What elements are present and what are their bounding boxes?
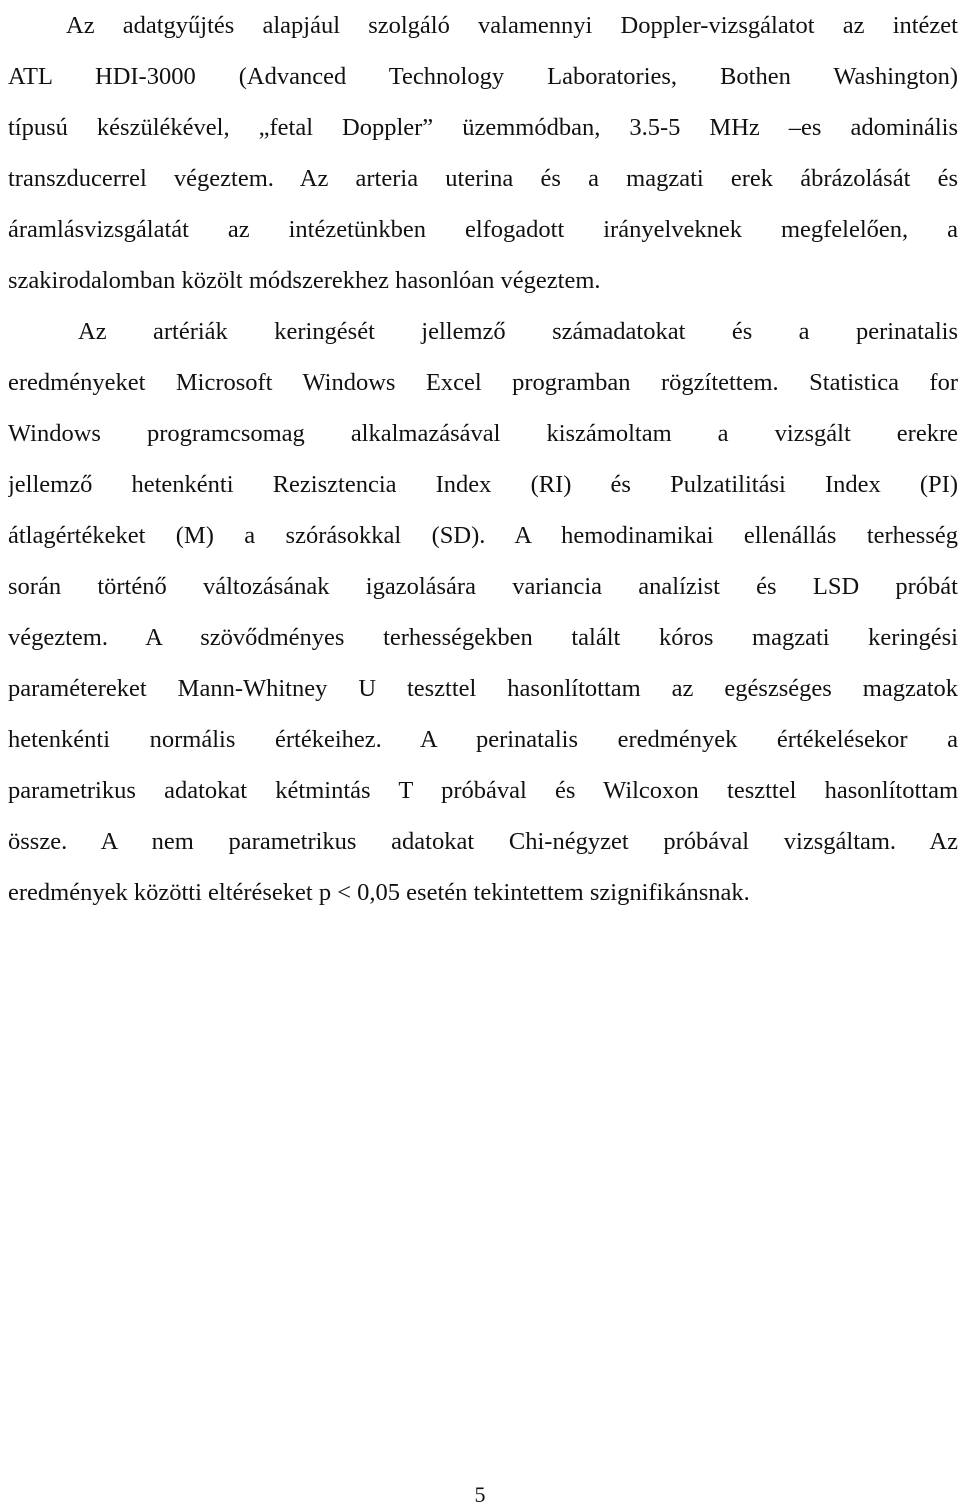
text-line: átlagértékeket (M) a szórásokkal (SD). A hemodinamikai ellenállás terhesség	[8, 522, 958, 549]
text-line: parametrikus adatokat kétmintás T próbával és Wilcoxon teszttel hasonlítottam	[8, 777, 958, 804]
body-paragraph	[8, 0, 958, 918]
text-line: paramétereket Mann-Whitney U teszttel hasonlítottam az egészséges magzatok	[8, 675, 958, 702]
text-line: jellemző hetenkénti Rezisztencia Index (RI) és Pulzatilitási Index (PI)	[8, 471, 958, 498]
text-line: hetenkénti normális értékeihez. A perinatalis eredmények értékelésekor a	[8, 726, 958, 753]
text-line: össze. A nem parametrikus adatokat Chi-négyzet próbával vizsgáltam. Az	[8, 828, 958, 855]
text-line: Az artériák keringését jellemző számadatokat és a perinatalis	[78, 318, 958, 345]
text-line: szakirodalomban közölt módszerekhez hasonlóan végeztem.	[8, 267, 601, 294]
text-line: során történő változásának igazolására variancia analízist és LSD próbát	[8, 573, 958, 600]
text-line: áramlásvizsgálatát az intézetünkben elfogadott irányelveknek megfelelően, a	[8, 216, 958, 243]
text-line: Windows programcsomag alkalmazásával kiszámoltam a vizsgált erekre	[8, 420, 958, 447]
text-line: eredményeket Microsoft Windows Excel programban rögzítettem. Statistica for	[8, 369, 958, 396]
text-line: típusú készülékével, „fetal Doppler” üzemmódban, 3.5-5 MHz –es adominális	[8, 114, 958, 141]
text-line: ATL HDI-3000 (Advanced Technology Laboratories, Bothen Washington)	[8, 63, 958, 90]
page-number: 5	[474, 1482, 486, 1507]
text-line: transzducerrel végeztem. Az arteria uterina és a magzati erek ábrázolását és	[8, 165, 958, 192]
text-line: eredmények közötti eltéréseket p < 0,05 esetén tekintettem szignifikánsnak.	[8, 879, 750, 906]
text-line: végeztem. A szövődményes terhességekben talált kóros magzati keringési	[8, 624, 958, 651]
text-line: Az adatgyűjtés alapjául szolgáló valamennyi Doppler-vizsgálatot az intézet	[66, 12, 958, 39]
